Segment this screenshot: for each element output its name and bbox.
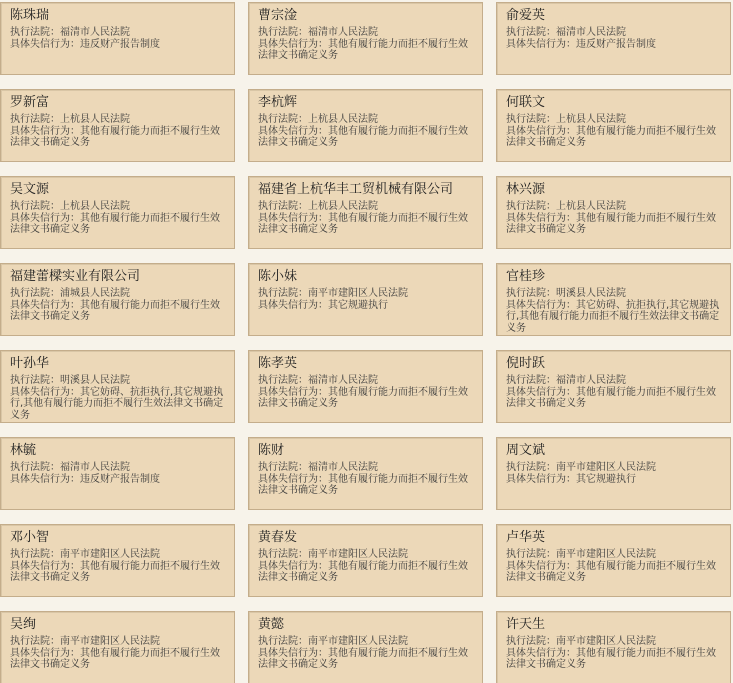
record-card[interactable] <box>496 350 731 423</box>
behavior-line: 具体失信行为：违反财产报告制度 <box>10 473 160 485</box>
behavior-line: 具体失信行为：其他有履行能力而拒不履行生效法律文书确定义务 <box>258 212 468 235</box>
record-name[interactable]: 罗新富 <box>10 95 50 110</box>
behavior-line: 具体失信行为：其他有履行能力而拒不履行生效法律文书确定义务 <box>506 386 716 409</box>
record-card[interactable] <box>496 89 731 162</box>
record-card[interactable] <box>248 89 483 162</box>
behavior-line: 具体失信行为：其他有履行能力而拒不履行生效法律文书确定义务 <box>506 125 716 148</box>
behavior-line: 具体失信行为：其他有履行能力而拒不履行生效法律文书确定义务 <box>506 560 716 583</box>
behavior-line: 具体失信行为：其他有履行能力而拒不履行生效法律文书确定义务 <box>10 647 220 670</box>
record-name[interactable]: 吴文源 <box>10 182 50 197</box>
record-name[interactable]: 卢华英 <box>506 530 546 545</box>
court-line: 执行法院：南平市建阳区人民法院 <box>506 549 656 560</box>
record-card[interactable] <box>0 611 235 683</box>
court-line: 执行法院：南平市建阳区人民法院 <box>258 288 408 299</box>
record-card[interactable] <box>0 89 235 162</box>
court-line: 执行法院：南平市建阳区人民法院 <box>10 549 160 560</box>
behavior-line: 具体失信行为：其他有履行能力而拒不履行生效法律文书确定义务 <box>258 38 468 61</box>
record-card[interactable] <box>248 611 483 683</box>
court-line: 执行法院：福清市人民法院 <box>10 462 130 473</box>
court-line: 执行法院：南平市建阳区人民法院 <box>258 549 408 560</box>
court-line: 执行法院：福清市人民法院 <box>506 375 626 386</box>
record-name[interactable]: 官桂珍 <box>506 269 546 284</box>
record-name[interactable]: 福建省上杭华丰工贸机械有限公司 <box>258 182 454 197</box>
behavior-line: 具体失信行为：其它规避执行 <box>506 473 636 485</box>
behavior-line: 具体失信行为：其他有履行能力而拒不履行生效法律文书确定义务 <box>10 560 220 583</box>
record-name[interactable]: 周文斌 <box>506 443 546 458</box>
record-card[interactable] <box>248 263 483 336</box>
court-line: 执行法院：上杭县人民法院 <box>258 114 378 125</box>
record-name[interactable]: 李杭辉 <box>258 95 298 110</box>
behavior-line: 具体失信行为：其它妨碍、抗拒执行,其它规避执行,其他有履行能力而拒不履行生效法律文书确定义务 <box>506 299 720 334</box>
record-card[interactable] <box>248 437 483 510</box>
record-name[interactable]: 福建蕾樑实业有限公司 <box>10 269 141 284</box>
record-name[interactable]: 陈孝英 <box>258 356 298 371</box>
record-card[interactable] <box>0 176 235 249</box>
court-line: 执行法院：上杭县人民法院 <box>10 114 130 125</box>
court-line: 执行法院：明溪县人民法院 <box>506 288 626 299</box>
record-card[interactable] <box>248 350 483 423</box>
record-card[interactable] <box>496 2 731 75</box>
behavior-line: 具体失信行为：其他有履行能力而拒不履行生效法律文书确定义务 <box>10 299 220 322</box>
court-line: 执行法院：福清市人民法院 <box>258 27 378 38</box>
record-name[interactable]: 俞爱英 <box>506 8 546 23</box>
behavior-line: 具体失信行为：违反财产报告制度 <box>10 38 160 50</box>
record-name[interactable]: 吴绚 <box>10 617 37 632</box>
court-line: 执行法院：南平市建阳区人民法院 <box>10 636 160 647</box>
behavior-line: 具体失信行为：其他有履行能力而拒不履行生效法律文书确定义务 <box>258 125 468 148</box>
record-card[interactable] <box>496 611 731 683</box>
court-line: 执行法院：福清市人民法院 <box>258 375 378 386</box>
behavior-line: 具体失信行为：其他有履行能力而拒不履行生效法律文书确定义务 <box>258 560 468 583</box>
behavior-line: 具体失信行为：其他有履行能力而拒不履行生效法律文书确定义务 <box>10 125 220 148</box>
behavior-line: 具体失信行为：其他有履行能力而拒不履行生效法律文书确定义务 <box>10 212 220 235</box>
court-line: 执行法院：上杭县人民法院 <box>506 201 626 212</box>
behavior-line: 具体失信行为：其它妨碍、抗拒执行,其它规避执行,其他有履行能力而拒不履行生效法律文书确定义务 <box>10 386 224 421</box>
record-card[interactable] <box>0 2 235 75</box>
record-card[interactable] <box>496 437 731 510</box>
record-name[interactable]: 何联文 <box>506 95 546 110</box>
behavior-line: 具体失信行为：其它规避执行 <box>258 299 388 311</box>
record-name[interactable]: 林兴源 <box>506 182 546 197</box>
court-line: 执行法院：上杭县人民法院 <box>10 201 130 212</box>
court-line: 执行法院：上杭县人民法院 <box>506 114 626 125</box>
court-line: 执行法院：南平市建阳区人民法院 <box>506 636 656 647</box>
record-name[interactable]: 曹宗淦 <box>258 8 298 23</box>
record-card[interactable] <box>248 176 483 249</box>
record-name[interactable]: 邓小智 <box>10 530 50 545</box>
record-name[interactable]: 林毓 <box>10 443 37 458</box>
record-card[interactable] <box>496 524 731 597</box>
behavior-line: 具体失信行为：违反财产报告制度 <box>506 38 656 50</box>
behavior-line: 具体失信行为：其他有履行能力而拒不履行生效法律文书确定义务 <box>258 647 468 670</box>
behavior-line: 具体失信行为：其他有履行能力而拒不履行生效法律文书确定义务 <box>506 212 716 235</box>
record-card[interactable] <box>248 524 483 597</box>
record-card[interactable] <box>248 2 483 75</box>
record-name[interactable]: 陈珠瑞 <box>10 8 50 23</box>
record-name[interactable]: 黄春发 <box>258 530 298 545</box>
court-line: 执行法院：上杭县人民法院 <box>258 201 378 212</box>
court-line: 执行法院：浦城县人民法院 <box>10 288 130 299</box>
record-name[interactable]: 黄懿 <box>258 617 285 632</box>
court-line: 执行法院：福清市人民法院 <box>258 462 378 473</box>
court-line: 执行法院：福清市人民法院 <box>506 27 626 38</box>
record-name[interactable]: 陈小妹 <box>258 269 298 284</box>
record-card[interactable] <box>0 350 235 423</box>
record-card[interactable] <box>0 524 235 597</box>
record-name[interactable]: 倪时跃 <box>506 356 546 371</box>
record-card[interactable] <box>496 176 731 249</box>
court-line: 执行法院：明溪县人民法院 <box>10 375 130 386</box>
record-card[interactable] <box>0 263 235 336</box>
behavior-line: 具体失信行为：其他有履行能力而拒不履行生效法律文书确定义务 <box>506 647 716 670</box>
record-card[interactable] <box>0 437 235 510</box>
court-line: 执行法院：福清市人民法院 <box>10 27 130 38</box>
court-line: 执行法院：南平市建阳区人民法院 <box>258 636 408 647</box>
record-name[interactable]: 叶孙华 <box>10 356 50 371</box>
behavior-line: 具体失信行为：其他有履行能力而拒不履行生效法律文书确定义务 <box>258 473 468 496</box>
record-card[interactable] <box>496 263 731 336</box>
court-line: 执行法院：南平市建阳区人民法院 <box>506 462 656 473</box>
behavior-line: 具体失信行为：其他有履行能力而拒不履行生效法律文书确定义务 <box>258 386 468 409</box>
record-name[interactable]: 许天生 <box>506 617 546 632</box>
record-name[interactable]: 陈财 <box>258 443 285 458</box>
